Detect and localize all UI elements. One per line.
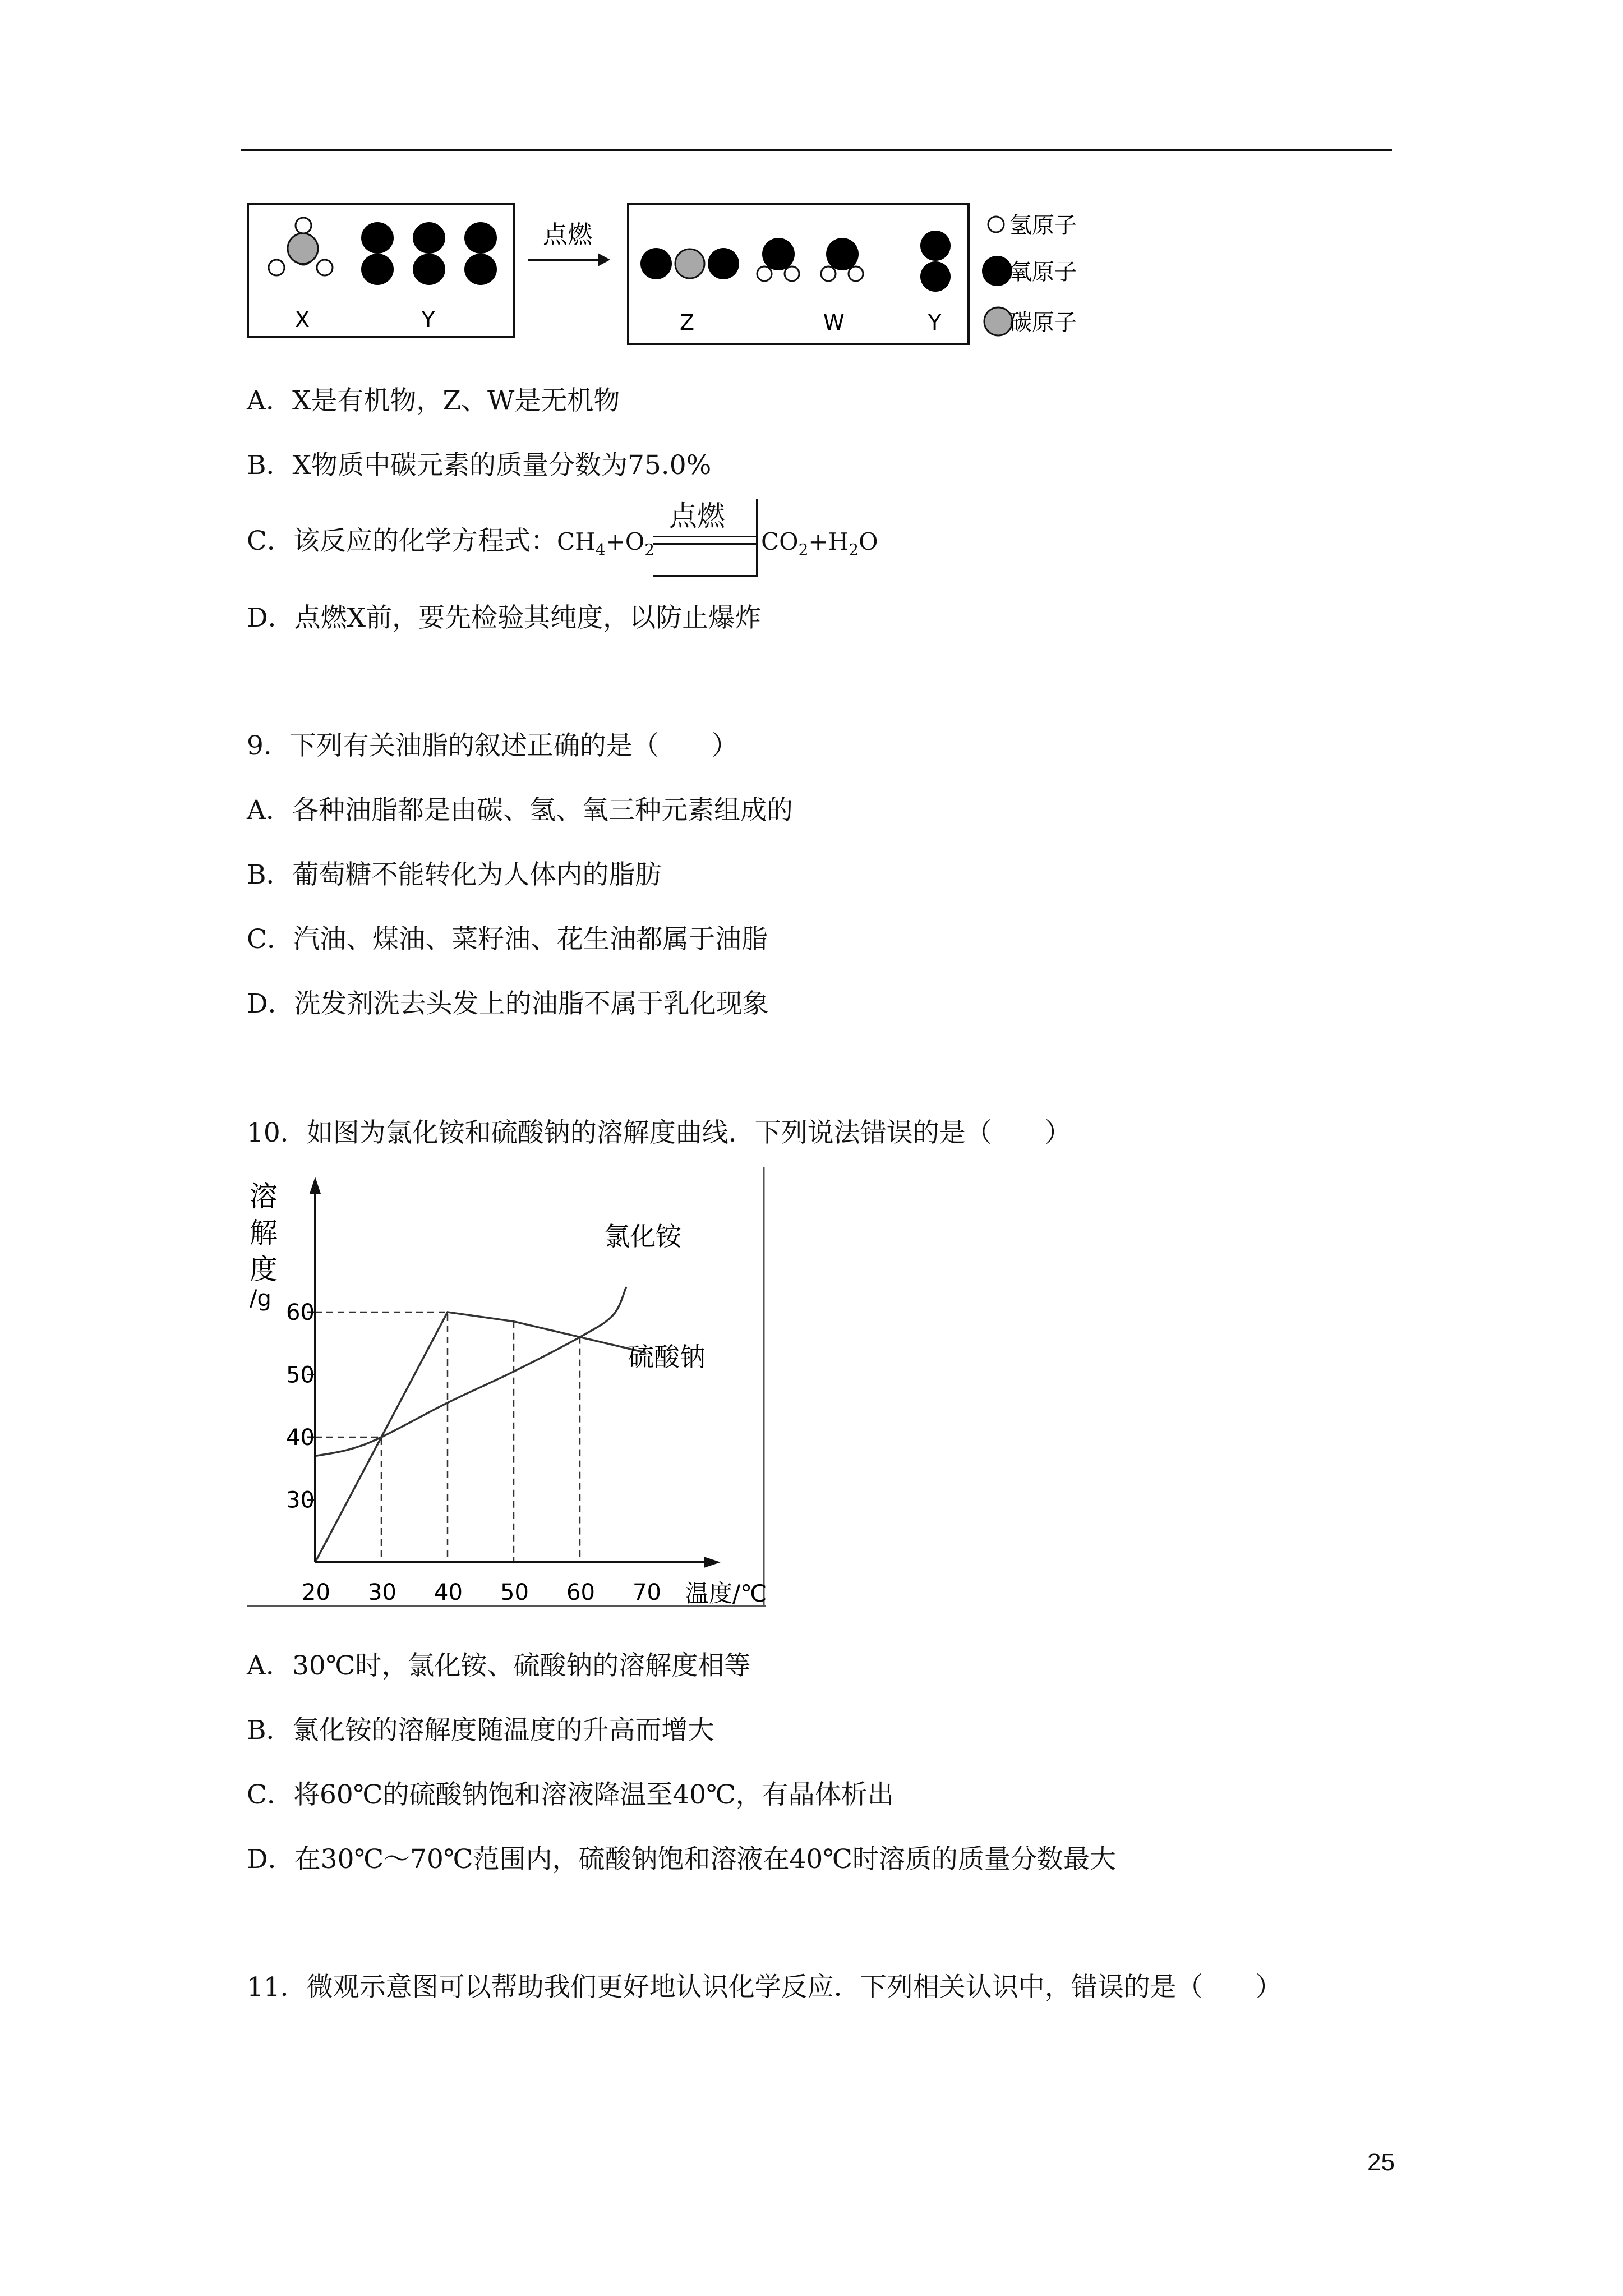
oxygen-molecule-icon	[413, 222, 445, 285]
legend-oxygen: 氧原子	[1009, 259, 1077, 285]
q10-option-d: D．在30℃～70℃范围内，硫酸钠饱和溶液在40℃时溶质的质量分数最大	[247, 1844, 1116, 1875]
y-axis-label-3: 度	[250, 1253, 278, 1286]
reaction-diagram	[247, 195, 1099, 347]
q9-option-c: C．汽油、煤油、菜籽油、花生油都属于油脂	[247, 924, 768, 955]
q10-option-c: C．将60℃的硫酸钠饱和溶液降温至40℃，有晶体析出	[247, 1779, 894, 1810]
y-axis-arrow-icon	[310, 1177, 321, 1194]
carbon-atom-icon	[984, 307, 1012, 335]
y-tick-label: 50	[286, 1362, 315, 1388]
label-y: Y	[422, 307, 435, 332]
water-molecule-icon	[821, 238, 863, 281]
x-tick-label: 20	[302, 1580, 330, 1605]
arrow-condition: 点燃	[543, 220, 592, 249]
x-tick-label: 40	[434, 1580, 463, 1605]
q9-option-a: A．各种油脂都是由碳、氢、氧三种元素组成的	[247, 795, 793, 826]
q9-option-b: B．葡萄糖不能转化为人体内的脂肪	[247, 859, 662, 890]
oxygen-molecule-icon	[464, 222, 497, 285]
oxygen-atom-icon	[982, 256, 1012, 286]
label-y2: Y	[928, 310, 942, 335]
q10-option-a: A．30℃时，氯化铵、硫酸钠的溶解度相等	[247, 1650, 751, 1681]
equation-condition: 点燃	[669, 500, 725, 532]
x-tick-label: 60	[566, 1580, 595, 1605]
oxygen-molecule-icon	[920, 231, 951, 292]
methane-molecule-icon	[269, 218, 333, 275]
q8-option-d: D．点燃X前，要先检验其纯度，以防止爆炸	[247, 602, 762, 633]
x-tick-label: 50	[500, 1580, 529, 1605]
hydrogen-atom-icon	[988, 217, 1004, 232]
q8-option-c	[247, 524, 878, 567]
x-axis-arrow-icon	[704, 1557, 721, 1568]
equation-condition-arrow	[653, 494, 760, 578]
equation-right: $CO_2+H_2O$	[761, 528, 878, 559]
y-tick-label: 40	[286, 1425, 315, 1451]
co2-molecule-icon	[640, 248, 739, 279]
legend-carbon: 碳原子	[1009, 310, 1077, 335]
equation-double-line	[653, 536, 757, 545]
series-label-na2so4: 硫酸钠	[628, 1342, 706, 1372]
y-axis-label-4: /g	[250, 1286, 271, 1312]
y-axis-label-1: 溶	[250, 1180, 278, 1213]
x-tick-label: 30	[368, 1580, 396, 1605]
equation-left: $CH_4+O_2$	[556, 528, 655, 559]
label-x: X	[295, 307, 310, 332]
q10-option-b: B．氯化铵的溶解度随温度的升高而增大	[247, 1715, 714, 1746]
y-axis-label-2: 解	[250, 1217, 278, 1249]
label-w: W	[823, 310, 845, 335]
q8-option-b: B．X物质中碳元素的质量分数为75.0%	[247, 450, 712, 481]
arrow-head-icon	[598, 253, 610, 266]
oxygen-molecule-icon	[361, 222, 394, 285]
legend-hydrogen: 氢原子	[1009, 213, 1077, 238]
q11-stem: 11．微观示意图可以帮助我们更好地认识化学反应．下列相关认识中，错误的是（ ）	[247, 1972, 1282, 2003]
q10-stem: 10．如图为氯化铵和硫酸钠的溶解度曲线．下列说法错误的是（ ）	[247, 1117, 1071, 1148]
page-number: 25	[1367, 2148, 1395, 2176]
header-rule	[241, 149, 1392, 151]
y-tick-label: 60	[286, 1300, 315, 1326]
label-z: Z	[680, 310, 695, 335]
x-tick-label: 70	[633, 1580, 661, 1605]
q8-option-a: A．X是有机物，Z、W是无机物	[247, 385, 620, 416]
solubility-chart	[247, 1161, 774, 1610]
x-axis-label: 温度/℃	[685, 1580, 767, 1607]
q8-option-c-label: C．该反应的化学方程式：	[247, 526, 557, 556]
water-molecule-icon	[757, 238, 799, 281]
q9-option-d: D．洗发剂洗去头发上的油脂不属于乳化现象	[247, 988, 769, 1019]
series-label-nh4cl: 氯化铵	[604, 1221, 681, 1251]
q9-stem: 9．下列有关油脂的叙述正确的是（ ）	[247, 730, 738, 761]
y-tick-label: 30	[286, 1487, 315, 1513]
